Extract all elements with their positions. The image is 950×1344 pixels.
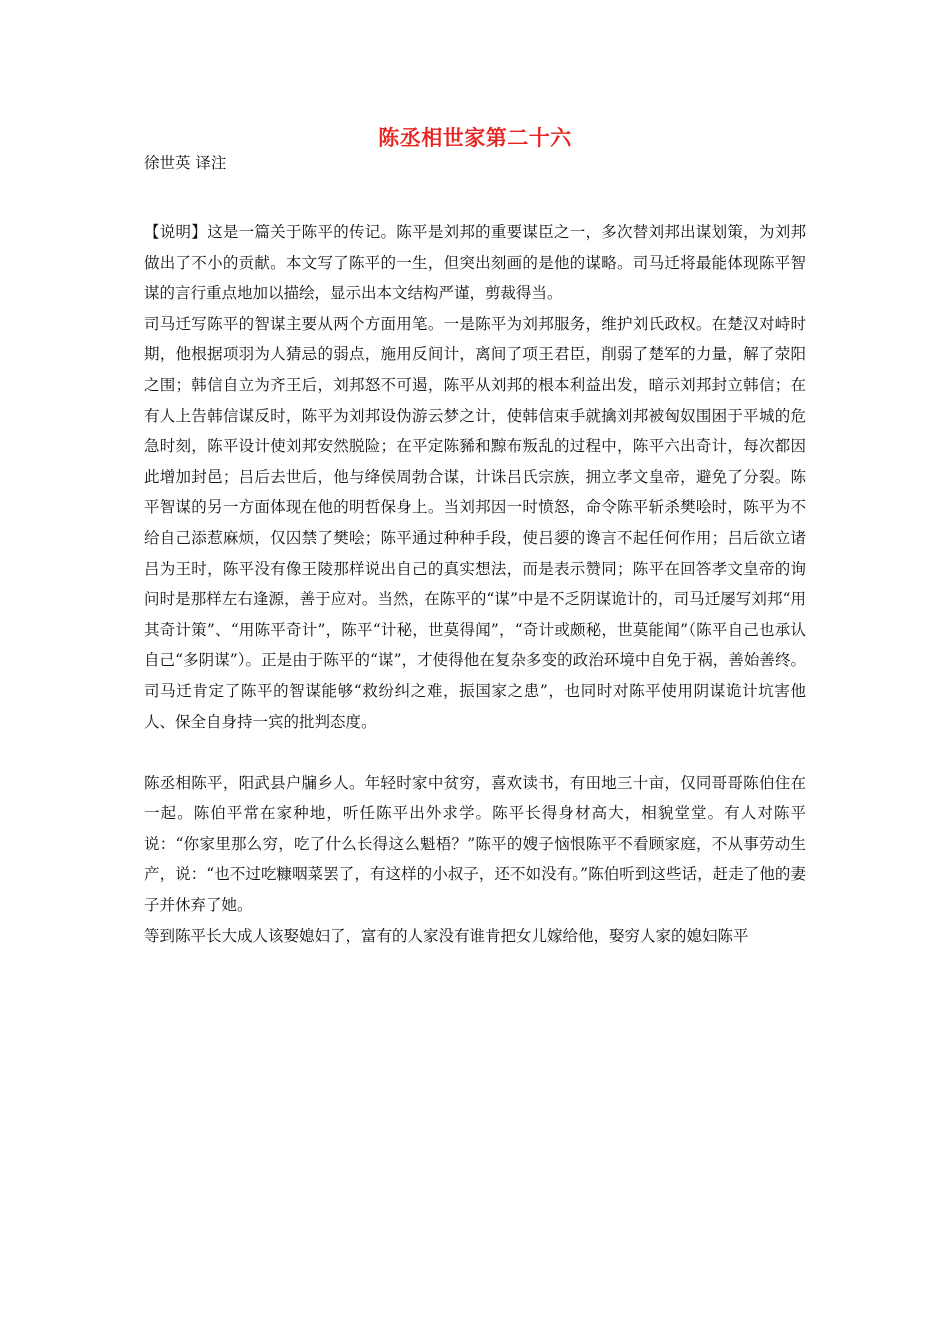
paragraph-translation-2: 等到陈平长大成人该娶媳妇了，富有的人家没有谁肯把女儿嫁给他，娶穷人家的媳妇陈平 xyxy=(144,926,749,945)
author-line: 徐世英 译注 xyxy=(144,154,227,172)
paragraph-analysis: 司马迁写陈平的智谋主要从两个方面用笔。一是陈平为刘邦服务，维护刘氏政权。在楚汉对峙时期，他根据项羽为人猜忌的弱点，施用反间计，离间了项王君臣，削弱了楚军的力量，解了荥阳之围；韩信自立为齐王后，刘邦怒不可遏，陈平从刘邦的根本利益出发，暗示刘邦封立韩信；在有人上告韩信谋反时，陈平为刘邦设伪游云梦之计，使韩信束手就擒刘邦被匈奴围困于平城的危急时刻，陈平设计使刘邦安然脱险；在平定陈豨和黥布叛乱的过程中，陈平六出奇计，每次都因此增加封邑；吕后去世后，他与绛侯周勃合谋，计诛吕氏宗族，拥立孝文皇帝，避免了分裂。陈平智谋的另一方面体现在他的明哲保身上。当刘邦因一时愤怒，命令陈平斩杀樊哙时，陈平为不给自己添惹麻烦，仅囚禁了樊哙；陈平通过种种手段，使吕媭的谗言不起任何作用；吕后欲立诸吕为王时，陈平没有像王陵那样说出自己的真实想法，而是表示赞同；陈平在回答孝文皇帝的询问时是那样左右逢源，善于应对。当然，在陈平的“谋”中是不乏阴谋诡计的，司马迁屡写刘邦“用其奇计策”、“用陈平奇计”，陈平“计秘，世莫得闻”，“奇计或颇秘，世莫能闻”（陈平自己也承认自己“多阴谋”）。正是由于陈平的“谋”，才使得他在复杂多变的政治环境中自免于祸，善始善终。司马迁肯定了陈平的智谋能够“救纷纠之难，振国家之患”，也同时对陈平使用阴谋诡计坑害他人、保全自身持一宾的批判态度。 xyxy=(144,314,806,731)
document-body xyxy=(144,217,806,951)
paragraph-translation-1: 陈丞相陈平，阳武县户牖乡人。年轻时家中贫穷，喜欢读书，有田地三十亩，仅同哥哥陈伯住在一起。陈伯平常在家种地，听任陈平出外求学。陈平长得身材高大，相貌堂堂。有人对陈平说：“你家里那么穷，吃了什么长得这么魁梧？”陈平的嫂子恼恨陈平不看顾家庭，不从事劳动生产，说：“也不过吃糠咽菜罢了，有这样的小叔子，还不如没有。”陈伯听到这些话，赶走了他的妻子并休弃了她。 xyxy=(144,773,806,915)
document-title: 陈丞相世家第二十六 xyxy=(378,125,572,150)
paragraph-explanation: 【说明】这是一篇关于陈平的传记。陈平是刘邦的重要谋臣之一，多次替刘邦出谋划策，为刘邦做出了不小的贡献。本文写了陈平的一生，但突出刻画的是他的谋略。司马迁将最能体现陈平智谋的言行重点地加以描绘，显示出本文结构严谨，剪裁得当。 xyxy=(144,223,806,303)
paragraph-spacer xyxy=(144,737,806,768)
